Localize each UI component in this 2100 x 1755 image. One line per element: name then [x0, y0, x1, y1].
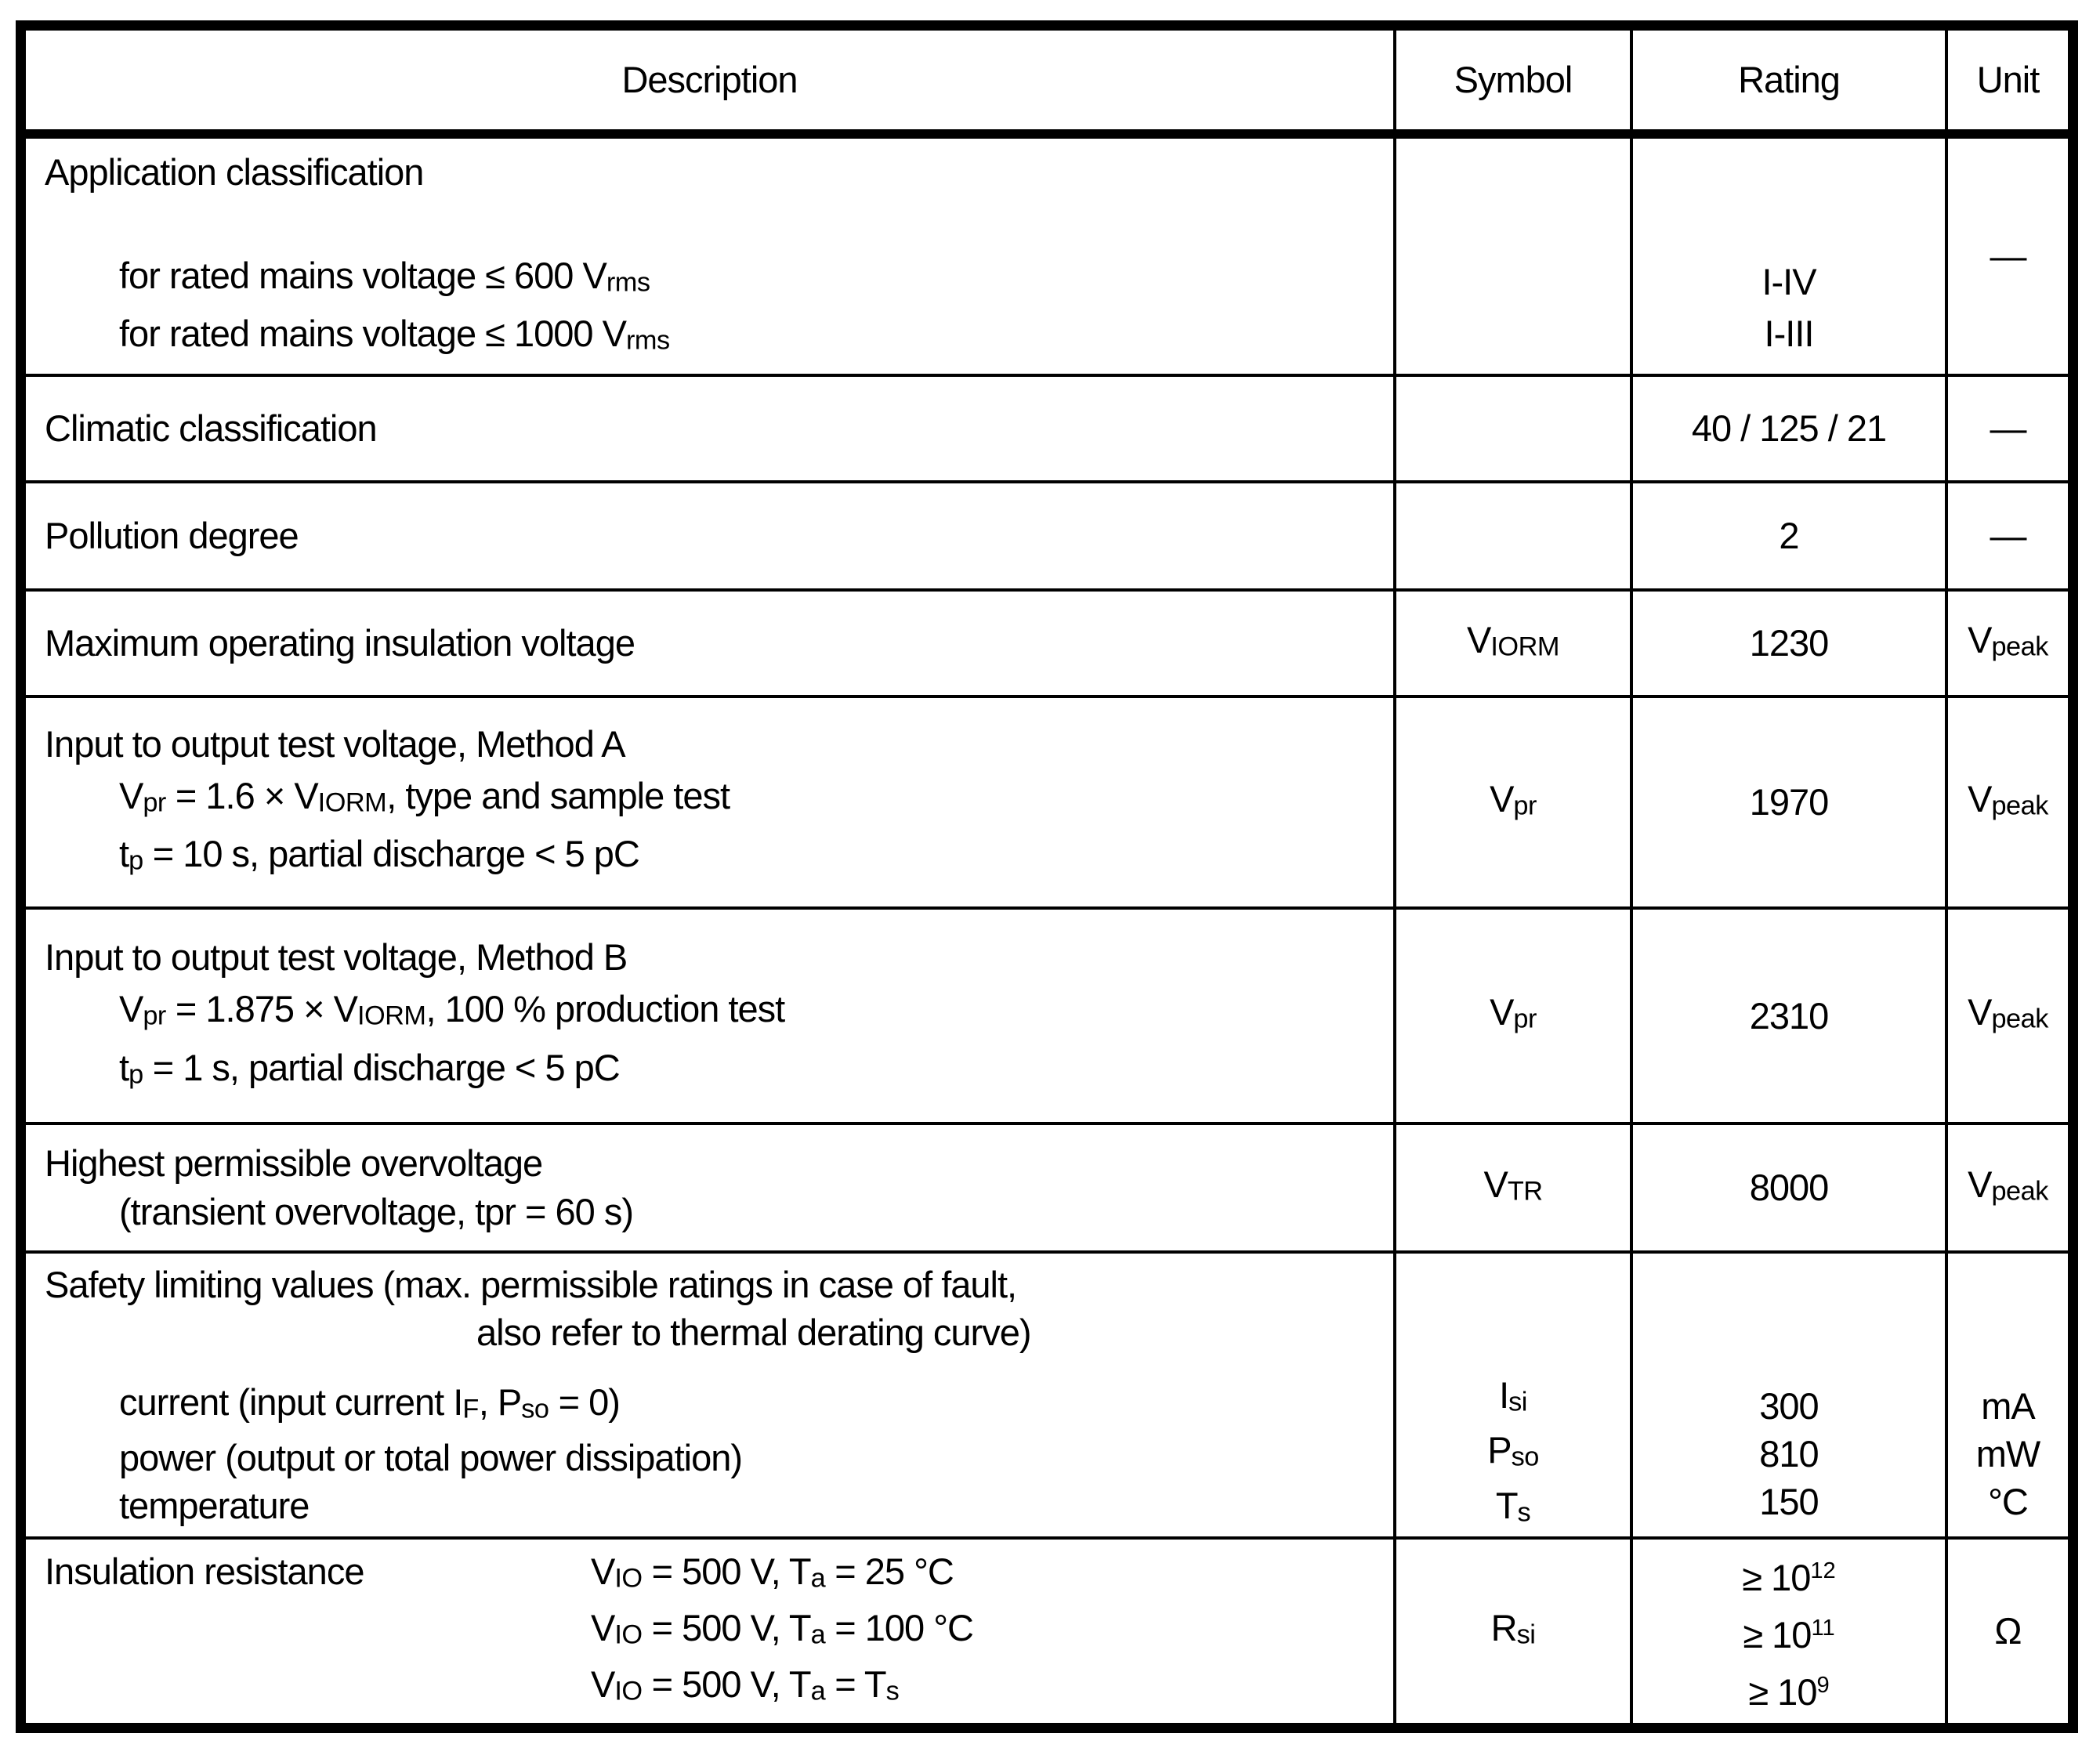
rating-cell [1630, 1125, 1945, 1250]
text-line: Isi [1499, 1374, 1527, 1417]
header-row [26, 31, 2068, 139]
header-label: Description [621, 59, 798, 100]
subscript: pr [1513, 1004, 1537, 1034]
text-line: 1230 [1749, 622, 1829, 664]
text-line: Pollution degree [45, 515, 299, 556]
text-line: mA [1981, 1385, 2035, 1428]
text-line: Vpr = 1.6 × VIORM, type and sample test [119, 774, 730, 817]
header-description [26, 31, 1393, 129]
rating-cell [1630, 1540, 1945, 1723]
text-line: VIO = 500 V, Ta = 100 °C [591, 1606, 973, 1650]
row-label: Insulation resistance [45, 1550, 364, 1592]
text-line [1784, 1312, 1794, 1360]
text-line: — [1990, 235, 2026, 277]
text-line: Input to output test voltage, Method B [45, 936, 628, 979]
header-label: Unit [1976, 59, 2040, 100]
text-line: temperature [119, 1484, 310, 1526]
text-line: VTR [1483, 1163, 1543, 1207]
symbol-cell [1393, 910, 1630, 1122]
header-rating [1630, 31, 1945, 129]
description-cell [26, 1254, 1393, 1536]
row-input-output-test-voltage-method-a [26, 695, 2068, 906]
row-highest-permissible-overvoltage [26, 1122, 2068, 1250]
row-input-output-test-voltage-method-b [26, 906, 2068, 1122]
text-line: Safety limiting values (max. permissible ratings in case of fault, [45, 1264, 1017, 1306]
symbol-cell [1393, 1540, 1630, 1723]
text-line [1784, 153, 1794, 204]
description-cell [26, 139, 1393, 374]
subscript: peak [1991, 1004, 2048, 1034]
ratings-table [16, 20, 2078, 1733]
text-line: — [1990, 515, 2026, 556]
text-line: current (input current IF, Pso = 0) [119, 1381, 620, 1424]
unit-cell [1945, 1540, 2068, 1723]
text-line: Climatic classification [45, 407, 377, 449]
text-line: also refer to thermal derating curve) [476, 1312, 1031, 1354]
subscript: IO [614, 1619, 643, 1650]
row-climatic-classification [26, 374, 2068, 480]
symbol-cell [1393, 377, 1630, 480]
subscript: TR [1507, 1176, 1543, 1207]
subscript: peak [1991, 791, 2048, 821]
header-symbol [1393, 31, 1630, 129]
header-label: Rating [1738, 59, 1840, 100]
rating-cell [1630, 377, 1945, 480]
subscript: peak [1991, 631, 2048, 662]
superscript: 11 [1811, 1615, 1835, 1641]
subscript: IORM [317, 787, 387, 817]
subscript: si [1516, 1619, 1536, 1650]
subscript: F [462, 1394, 479, 1424]
unit-cell [1945, 483, 2068, 588]
text-line: Application classification [45, 150, 424, 193]
subscript: IO [614, 1562, 643, 1593]
unit-cell [1945, 139, 2068, 374]
subscript: a [810, 1619, 826, 1650]
text-line: Input to output test voltage, Method A [45, 722, 625, 765]
symbol-cell [1393, 1125, 1630, 1250]
text-line: I-III [1764, 313, 1814, 354]
text-line: power (output or total power dissipation) [119, 1436, 742, 1478]
text-line: ≥ $10^{11}$ [1743, 1613, 1835, 1655]
unit-cell [1945, 1254, 2068, 1536]
text-line [1784, 1265, 1794, 1312]
rating-cell [1630, 1254, 1945, 1536]
rating-cell [1630, 139, 1945, 374]
text-line [1784, 204, 1794, 256]
text-line: Maximum operating insulation voltage [45, 622, 635, 664]
text-line: 2 [1779, 515, 1799, 556]
unit-cell [1945, 698, 2068, 906]
row-maximum-operating-insulation-voltage [26, 588, 2068, 695]
description-cell [26, 910, 1393, 1122]
text-line: Vpeak [1968, 991, 2048, 1034]
text-line: Vpeak [1968, 777, 2048, 821]
symbol-cell [1393, 1254, 1630, 1536]
subscript: IORM [357, 1001, 426, 1031]
text-line: Ω [1994, 1610, 2022, 1652]
text-line: Vpr = 1.875 × VIORM, 100 % production test [119, 988, 785, 1031]
text-line: I-IV [1761, 261, 1816, 302]
rating-cell [1630, 698, 1945, 906]
text-line: Vpeak [1968, 618, 2048, 662]
text-line: 40 / 125 / 21 [1691, 407, 1887, 449]
subscript: peak [1991, 1176, 2048, 1207]
text-line: VIO = 500 V, Ta = Ts [591, 1663, 900, 1706]
text-line: Insulation resistance VIO = 500 V, Ta = 25 °C [45, 1547, 954, 1603]
text-line: 810 [1759, 1433, 1819, 1475]
header-label: Symbol [1454, 59, 1573, 100]
superscript: 9 [1816, 1672, 1830, 1698]
text-line: Rsi [1490, 1606, 1536, 1650]
text-line: Vpr [1490, 991, 1537, 1034]
text-line: Ts [1495, 1484, 1531, 1528]
subscript: s [885, 1676, 900, 1706]
rating-cell [1630, 483, 1945, 588]
description-cell [26, 698, 1393, 906]
subscript: p [129, 1058, 143, 1089]
unit-cell [1945, 1125, 2068, 1250]
text-line: Highest permissible overvoltage [45, 1142, 543, 1184]
superscript: 12 [1810, 1558, 1836, 1583]
text-line: for rated mains voltage ≤ 600 Vrms [119, 254, 650, 297]
text-line: ≥ $10^9$ [1748, 1670, 1830, 1713]
text-line: 1970 [1749, 781, 1829, 823]
text-line [2003, 1312, 2012, 1360]
description-cell [26, 377, 1393, 480]
text-line: 300 [1759, 1385, 1819, 1428]
description-cell [26, 592, 1393, 695]
text-line: VIORM [1467, 618, 1559, 662]
description-cell [26, 483, 1393, 588]
text-line: — [1990, 407, 2026, 449]
subscript: rms [625, 325, 670, 356]
subscript: IO [614, 1676, 643, 1706]
text-line: tp = 10 s, partial discharge < 5 pC [119, 833, 639, 876]
header-unit [1945, 31, 2068, 129]
subscript: a [810, 1676, 826, 1706]
text-line: mW [1975, 1433, 2040, 1475]
text-line: ≥ $10^{12}$ [1742, 1556, 1836, 1598]
text-line: Pso [1487, 1429, 1539, 1472]
subscript: IORM [1490, 631, 1559, 662]
row-safety-limiting-values [26, 1250, 2068, 1536]
subscript: pr [143, 1001, 166, 1031]
subscript: pr [1513, 791, 1537, 821]
description-cell [26, 1125, 1393, 1250]
rating-cell [1630, 910, 1945, 1122]
text-line: 2310 [1749, 994, 1829, 1037]
subscript: rms [606, 267, 650, 297]
subscript: so [1511, 1442, 1539, 1472]
row-insulation-resistance [26, 1536, 2068, 1723]
text-line: (transient overvoltage, tpr = 60 s) [119, 1191, 633, 1232]
unit-cell [1945, 592, 2068, 695]
text-line: 8000 [1749, 1167, 1829, 1208]
row-pollution-degree [26, 480, 2068, 588]
text-line [45, 198, 54, 250]
symbol-cell [1393, 698, 1630, 906]
subscript: a [810, 1562, 826, 1593]
text-line: 150 [1759, 1481, 1819, 1523]
description-cell [26, 1540, 1393, 1723]
subscript: so [521, 1394, 549, 1424]
subscript: pr [143, 787, 166, 817]
rating-cell [1630, 592, 1945, 695]
text-line [2003, 1265, 2012, 1312]
text-line [1508, 1301, 1518, 1349]
symbol-cell [1393, 139, 1630, 374]
text-line: Vpeak [1968, 1163, 2048, 1207]
text-line: °C [1988, 1481, 2028, 1523]
unit-cell [1945, 377, 2068, 480]
text-line: Vpr [1490, 777, 1537, 821]
subscript: si [1508, 1387, 1527, 1417]
text-line [1508, 1254, 1518, 1301]
text-line: for rated mains voltage ≤ 1000 Vrms [119, 313, 670, 356]
unit-cell [1945, 910, 2068, 1122]
text-line: tp = 1 s, partial discharge < 5 pC [119, 1046, 620, 1089]
symbol-cell [1393, 592, 1630, 695]
subscript: s [1517, 1497, 1531, 1528]
subscript: p [129, 845, 143, 876]
row-application-classification [26, 139, 2068, 374]
symbol-cell [1393, 483, 1630, 588]
